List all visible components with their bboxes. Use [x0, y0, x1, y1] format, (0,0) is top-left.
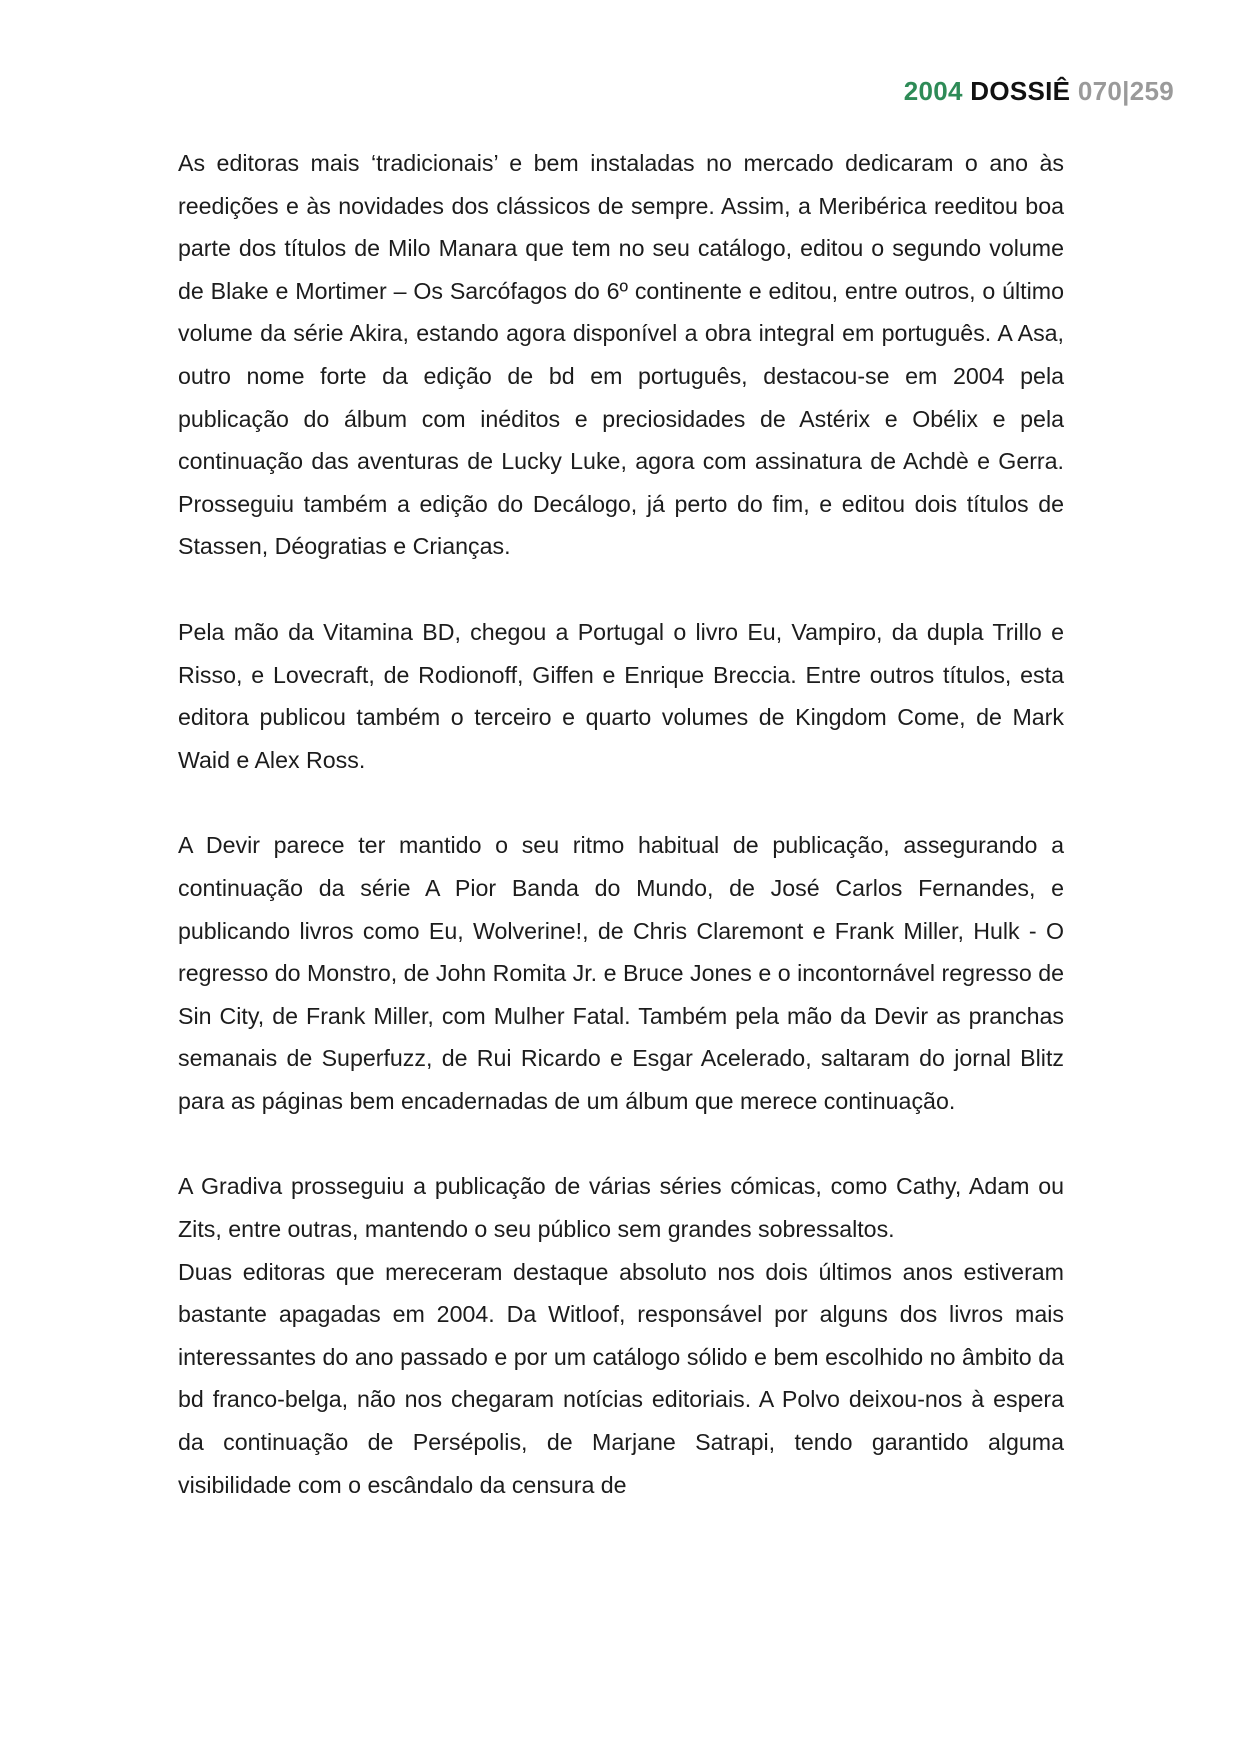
- paragraph: Duas editoras que mereceram destaque absoluto nos dois últimos anos estiveram bastante apagadas em 2004. Da Witloof, responsável por alguns dos livros mais interessantes do ano passado e por um catálogo sólido e bem escolhido no âmbito da bd franco-belga, não nos chegaram notícias editoriais. A Polvo deixou-nos à espera da continuação de Persépolis, de Marjane Satrapi, tendo garantido alguma visibilidade com o escândalo da censura de: [178, 1258, 1064, 1498]
- paragraph: A Devir parece ter mantido o seu ritmo habitual de publicação, assegurando a continuação da série A Pior Banda do Mundo, de José Carlos Fernandes, e publicando livros como Eu, Wolverine!, de Chris Claremont e Frank Miller, Hulk - O regresso do Monstro, de John Romita Jr. e Bruce Jones e o incontornável regresso de Sin City, de Frank Miller, com Mulher Fatal. Também pela mão da Devir as pranchas semanais de Superfuzz, de Rui Ricardo e Esgar Acelerado, saltaram do jornal Blitz para as páginas bem encadernadas de um álbum que merece continuação.: [178, 832, 1064, 1114]
- paragraph: As editoras mais ‘tradicionais’ e bem instaladas no mercado dedicaram o ano às reedições e às novidades dos clássicos de sempre. Assim, a Meribérica reeditou boa parte dos títulos de Milo Manara que tem no seu catálogo, editou o segundo volume de Blake e Mortimer – Os Sarcófagos do 6º continente e editou, entre outros, o último volume da série Akira, estando agora disponível a obra integral em português. A Asa, outro nome forte da edição de bd em português, destacou-se em 2004 pela publicação do álbum com inéditos e preciosidades de Astérix e Obélix e pela continuação das aventuras de Lucky Luke, agora com assinatura de Achdè e Gerra. Prosseguiu também a edição do Decálogo, já perto do fim, e editou dois títulos de Stassen, Déogratias e Crianças.: [178, 150, 1064, 560]
- page-header: [904, 76, 1174, 107]
- paragraph: A Gradiva prosseguiu a publicação de várias séries cómicas, como Cathy, Adam ou Zits, entre outras, mantendo o seu público sem grandes sobressaltos.: [178, 1173, 1064, 1243]
- paragraph: Pela mão da Vitamina BD, chegou a Portugal o livro Eu, Vampiro, da dupla Trillo e Risso, e Lovecraft, de Rodionoff, Giffen e Enrique Breccia. Entre outros títulos, esta editora publicou também o terceiro e quarto volumes de Kingdom Come, de Mark Waid e Alex Ross.: [178, 618, 1064, 773]
- header-page-numbers: 070|259: [1077, 76, 1174, 106]
- article-body: [178, 142, 1064, 1549]
- header-section: DOSSIÊ: [970, 76, 1071, 106]
- header-year: 2004: [903, 76, 963, 106]
